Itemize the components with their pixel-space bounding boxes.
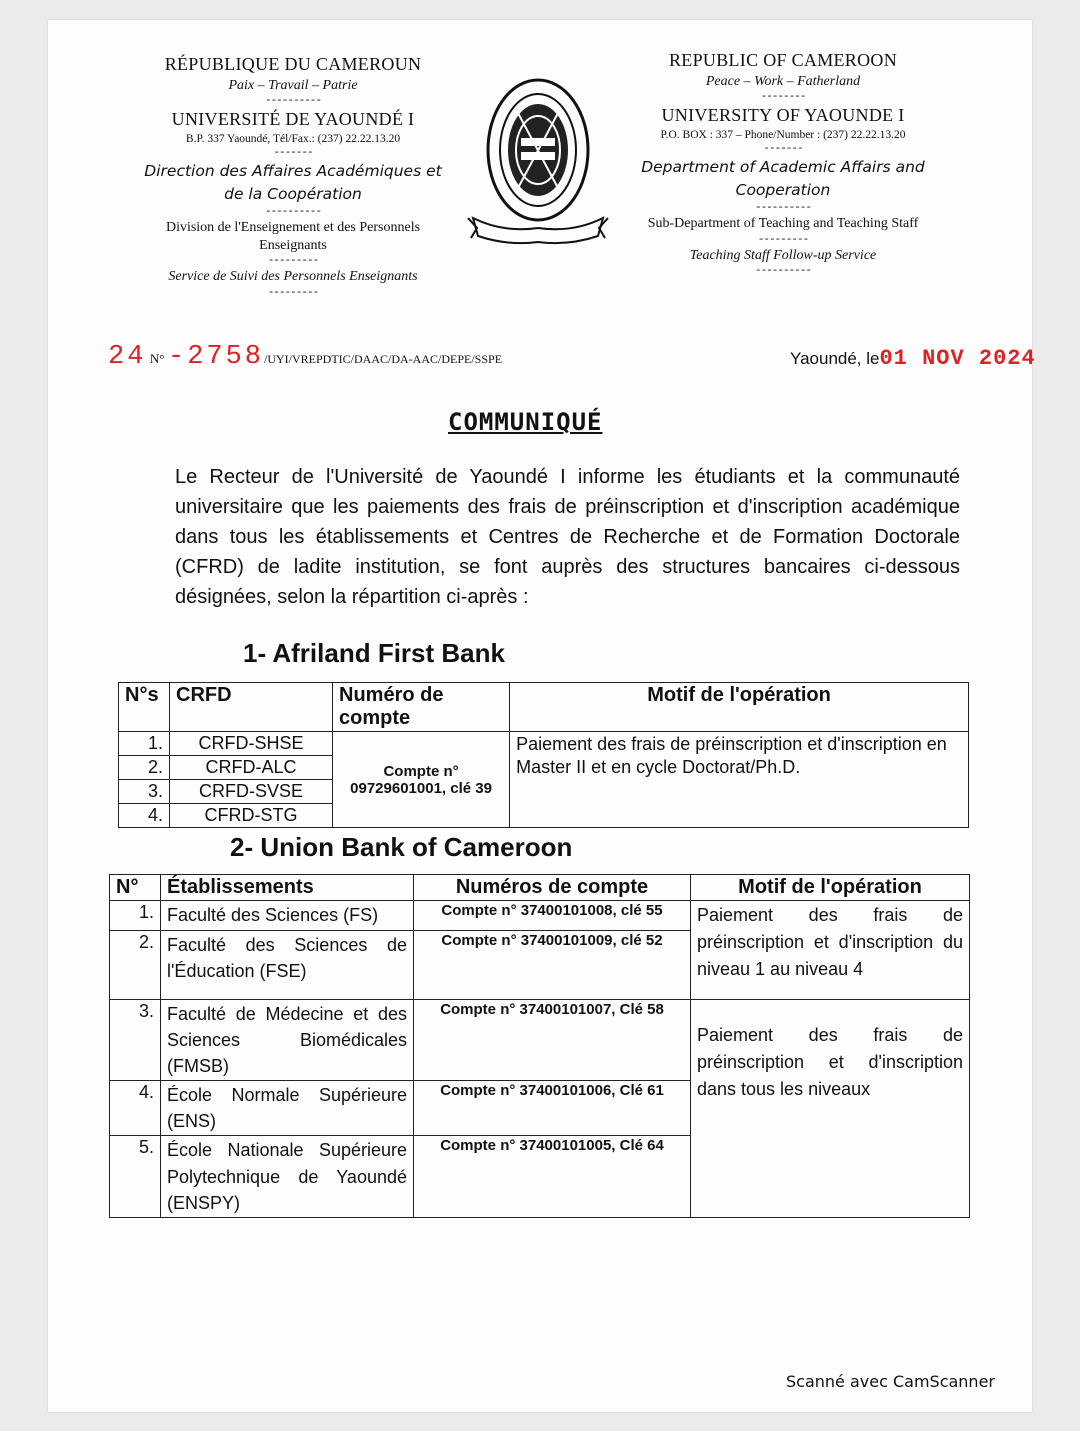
intro-paragraph: Le Recteur de l'Université de Yaoundé I informe les étudiants et la communauté universitaire que les paiements des frais de préinscription et d'inscription académique dans tous les établissements et Centres de Recherche et de Formation Doctorale (CFRD) de ladite institution, se font auprès des structures bancaires ci-dessous désignées, selon la répartition ci-après : — [175, 466, 960, 608]
reference-stamp-number: -2758 — [168, 342, 265, 372]
university-fr: UNIVERSITÉ DE YAOUNDÉ I — [171, 109, 415, 130]
contact-en: P.O. BOX : 337 – Phone/Number : (237) 22.22.13.20 — [660, 128, 906, 141]
account-cell: Compte n° 37400101005, Clé 64 — [414, 1136, 691, 1217]
motif-cell: Paiement des frais de préinscription et d'inscription en Master II et en cycle Doctorat/Ph.D. — [510, 732, 969, 828]
department-en: Department of Academic Affairs and Cooperation — [641, 158, 925, 199]
crfd-cell: CRFD-SHSE — [170, 732, 333, 756]
establishment-cell: École Normale Supérieure (ENS) — [161, 1081, 414, 1136]
date-line — [790, 346, 1036, 371]
motif-cell: Paiement des frais de préinscription et d'inscription dans tous les niveaux — [691, 1000, 970, 1218]
row-number: 4. — [119, 804, 170, 828]
country-fr: RÉPUBLIQUE DU CAMEROUN — [164, 54, 422, 74]
motif-cell: Paiement des frais de préinscription et d'inscription du niveau 1 au niveau 4 — [691, 901, 970, 1000]
section-title-ubc: 2- Union Bank of Cameroon — [230, 832, 573, 862]
document-page — [48, 20, 1036, 1412]
account-cell: Compte n° 37400101007, Clé 58 — [414, 1000, 691, 1081]
direction-fr: Direction des Affaires Académiques et de la Coopération — [144, 162, 442, 203]
row-number: 1. — [110, 901, 161, 931]
row-number: 3. — [110, 1000, 161, 1081]
separator: --------- — [757, 233, 809, 246]
sub-department-en: Sub-Department of Teaching and Teaching Staff — [647, 216, 919, 232]
scanner-watermark: Scanné avec CamScanner — [786, 1372, 995, 1391]
header-cell: Motif de l'opération — [510, 683, 969, 732]
ubc-table — [109, 874, 970, 1218]
account-cell: Compte n° 37400101009, clé 52 — [414, 931, 691, 1000]
separator: -------- — [760, 91, 806, 103]
division-fr: Division de l'Enseignement et des Personnels Enseignants — [165, 220, 421, 253]
service-en: Teaching Staff Follow-up Service — [689, 247, 877, 263]
separator: ---------- — [754, 202, 811, 214]
afriland-table — [118, 682, 969, 828]
separator: ------- — [273, 146, 313, 159]
header-cell: Numéros de compte — [414, 875, 691, 901]
header-cell: CRFD — [170, 683, 333, 732]
page-title: COMMUNIQUÉ — [448, 408, 603, 436]
date-label: Yaoundé, le — [790, 349, 880, 368]
establishment-cell: Faculté des Sciences de l'Éducation (FSE) — [161, 931, 414, 1000]
university-seal-icon — [463, 68, 613, 253]
separator: ------- — [763, 142, 803, 155]
reference-no-label: N° — [149, 351, 165, 366]
row-number: 3. — [119, 780, 170, 804]
separator: ---------- — [754, 265, 811, 278]
date-stamp: 01 NOV 2024 — [879, 346, 1036, 371]
row-number: 2. — [110, 931, 161, 1000]
header-cell: N°s — [119, 683, 170, 732]
reference-number — [108, 342, 502, 372]
separator: --------- — [267, 255, 319, 268]
row-number: 2. — [119, 756, 170, 780]
separator: ---------- — [264, 206, 321, 218]
separator: ---------- — [264, 95, 321, 107]
table-row — [119, 732, 969, 756]
row-number: 4. — [110, 1081, 161, 1136]
header-right — [623, 48, 943, 278]
account-cell: Compte n° 37400101008, clé 55 — [414, 901, 691, 931]
university-en: UNIVERSITY OF YAOUNDE I — [661, 105, 905, 126]
motto-fr: Paix – Travail – Patrie — [228, 77, 358, 93]
establishment-cell: Faculté des Sciences (FS) — [161, 901, 414, 931]
reference-path: /UYI/VREPDTIC/DAAC/DA-AAC/DEPE/SSPE — [264, 352, 503, 366]
establishment-cell: École Nationale Supérieure Polytechnique de Yaoundé (ENSPY) — [161, 1136, 414, 1217]
table-header-row — [119, 683, 969, 732]
table-row — [110, 1000, 970, 1081]
crfd-cell: CFRD-STG — [170, 804, 333, 828]
table-row — [110, 901, 970, 931]
account-cell: Compte n° 37400101006, Clé 61 — [414, 1081, 691, 1136]
row-number: 5. — [110, 1136, 161, 1217]
section-title-afriland: 1- Afriland First Bank — [243, 638, 505, 668]
service-fr: Service de Suivi des Personnels Enseignants — [168, 269, 418, 285]
crfd-cell: CRFD-ALC — [170, 756, 333, 780]
header-cell: Numéro de compte — [333, 683, 510, 732]
row-number: 1. — [119, 732, 170, 756]
header-cell: N° — [110, 875, 161, 901]
header-cell: Motif de l'opération — [691, 875, 970, 901]
contact-fr: B.P. 337 Yaoundé, Tél/Fax.: (237) 22.22.13.20 — [185, 132, 401, 145]
header-cell: Établissements — [161, 875, 414, 901]
motto-en: Peace – Work – Fatherland — [705, 73, 861, 89]
establishment-cell: Faculté de Médecine et des Sciences Biomédicales (FMSB) — [161, 1000, 414, 1081]
table-header-row — [110, 875, 970, 901]
separator: --------- — [267, 286, 319, 299]
country-en: REPUBLIC OF CAMEROON — [668, 50, 898, 70]
header-left — [143, 52, 443, 300]
reference-stamp-year: 24 — [108, 342, 147, 372]
crfd-cell: CRFD-SVSE — [170, 780, 333, 804]
account-cell: Compte n° 09729601001, clé 39 — [333, 732, 510, 828]
